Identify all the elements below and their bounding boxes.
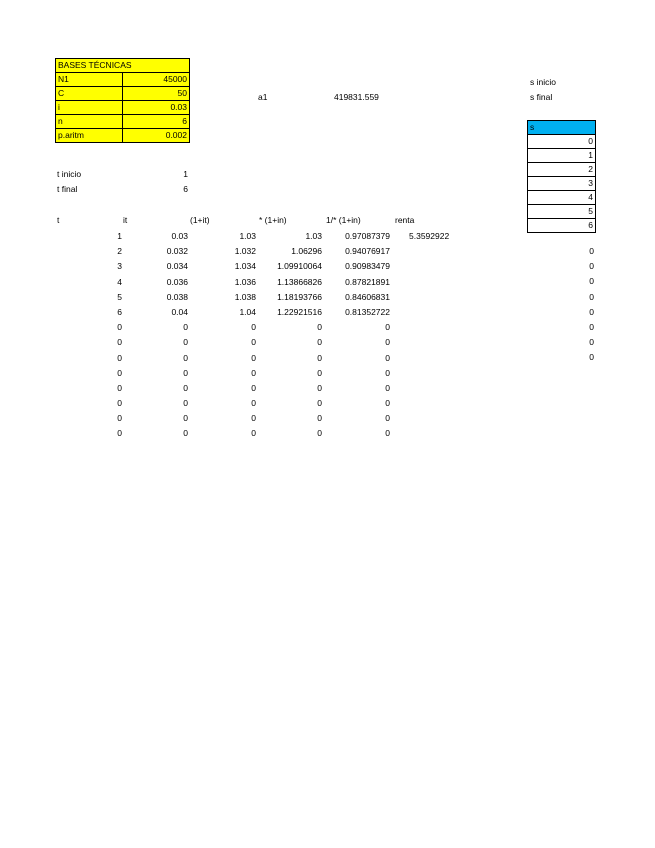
bases-value[interactable]: 45000: [123, 73, 190, 87]
it-cell[interactable]: 0.04: [171, 306, 188, 317]
it-cell[interactable]: 0.036: [166, 276, 188, 287]
header-it[interactable]: it: [123, 215, 128, 225]
header-one-plus-it[interactable]: (1+it): [190, 215, 210, 225]
it-cell[interactable]: 0.038: [166, 291, 188, 302]
it-cell[interactable]: 0.03: [171, 231, 188, 241]
product-cell[interactable]: 1.18193766: [277, 291, 322, 302]
product-cell[interactable]: 0: [317, 382, 322, 393]
it-cell[interactable]: 0: [183, 398, 188, 409]
inverse-product-cell[interactable]: 0: [385, 413, 390, 424]
header-product[interactable]: * (1+in): [259, 215, 287, 225]
s-extra-cell[interactable]: 0: [589, 337, 594, 348]
inverse-product-cell[interactable]: 0: [385, 428, 390, 439]
t-cell[interactable]: 4: [117, 276, 122, 287]
one-plus-it-cell[interactable]: 0: [251, 367, 256, 378]
s-cell[interactable]: 0: [528, 135, 596, 149]
bases-label[interactable]: n: [56, 115, 123, 129]
t-inicio-value[interactable]: 1: [183, 169, 188, 179]
t-final-value[interactable]: 6: [183, 184, 188, 194]
one-plus-it-cell[interactable]: 1.032: [234, 246, 256, 257]
t-cell[interactable]: 0: [117, 428, 122, 439]
inverse-product-cell[interactable]: 0: [385, 322, 390, 333]
a1-label[interactable]: a1: [258, 92, 268, 102]
bases-label[interactable]: i: [56, 101, 123, 115]
header-t[interactable]: t: [57, 215, 60, 225]
column-one-plus-it: [206, 229, 256, 442]
t-cell[interactable]: 0: [117, 413, 122, 424]
one-plus-it-cell[interactable]: 0: [251, 428, 256, 439]
renta-value[interactable]: 5.3592922: [409, 231, 450, 241]
s-cell[interactable]: 6: [528, 219, 596, 233]
it-cell[interactable]: 0: [183, 322, 188, 333]
product-cell[interactable]: 1.09910064: [277, 261, 322, 272]
s-cell[interactable]: 2: [528, 163, 596, 177]
product-cell[interactable]: 0: [317, 428, 322, 439]
one-plus-it-cell[interactable]: 1.03: [239, 231, 256, 241]
s-final-label[interactable]: s final: [530, 92, 553, 102]
product-cell[interactable]: 1.13866826: [277, 276, 322, 287]
product-cell[interactable]: 0: [317, 322, 322, 333]
s-extra-cell[interactable]: 0: [589, 276, 594, 287]
inverse-product-cell[interactable]: 0.87821891: [345, 276, 390, 287]
one-plus-it-cell[interactable]: 0: [251, 352, 256, 363]
it-cell[interactable]: 0: [183, 382, 188, 393]
inverse-product-cell[interactable]: 0.81352722: [345, 306, 390, 317]
bases-tecnicas-table: [55, 58, 190, 143]
s-extra-cell[interactable]: 0: [589, 352, 594, 363]
bases-value[interactable]: 6: [123, 115, 190, 129]
t-cell[interactable]: 0: [117, 322, 122, 333]
bases-label[interactable]: p.aritm: [56, 129, 123, 143]
inverse-product-cell[interactable]: 0.94076917: [345, 246, 390, 257]
bases-value[interactable]: 0.03: [123, 101, 190, 115]
header-renta[interactable]: renta: [395, 215, 415, 225]
one-plus-it-cell[interactable]: 0: [251, 322, 256, 333]
t-cell[interactable]: 0: [117, 367, 122, 378]
it-cell[interactable]: 0: [183, 352, 188, 363]
bases-label[interactable]: C: [56, 87, 123, 101]
product-cell[interactable]: 0: [317, 352, 322, 363]
s-extra-cell[interactable]: 0: [589, 261, 594, 272]
s-extra-cell[interactable]: 0: [589, 306, 594, 317]
product-cell[interactable]: 0: [317, 413, 322, 424]
s-header[interactable]: s: [528, 121, 596, 135]
inverse-product-cell[interactable]: 0: [385, 382, 390, 393]
inverse-product-cell[interactable]: 0: [385, 367, 390, 378]
s-cell[interactable]: 3: [528, 177, 596, 191]
inverse-product-cell[interactable]: 0: [385, 398, 390, 409]
inverse-product-cell[interactable]: 0: [385, 337, 390, 348]
s-extra-cell[interactable]: 0: [589, 321, 594, 332]
s-extra-column: [560, 244, 594, 366]
it-cell[interactable]: 0.032: [166, 246, 188, 257]
t-cell[interactable]: 3: [117, 261, 122, 272]
t-cell[interactable]: 5: [117, 291, 122, 302]
t-cell[interactable]: 6: [117, 306, 122, 317]
inverse-product-cell[interactable]: 0.90983479: [345, 261, 390, 272]
one-plus-it-cell[interactable]: 1.034: [234, 261, 256, 272]
inverse-product-cell[interactable]: 0.84606831: [345, 291, 390, 302]
a1-value[interactable]: 419831.559: [334, 92, 379, 102]
column-product: [262, 229, 322, 442]
one-plus-it-cell[interactable]: 1.036: [234, 276, 256, 287]
bases-title[interactable]: BASES TÉCNICAS: [56, 59, 190, 73]
column-inverse-product: [328, 229, 390, 442]
it-cell[interactable]: 0.034: [166, 261, 188, 272]
product-cell[interactable]: 0: [317, 398, 322, 409]
product-cell[interactable]: 0: [317, 367, 322, 378]
t-cell[interactable]: 0: [117, 398, 122, 409]
t-cell[interactable]: 0: [117, 352, 122, 363]
s-extra-cell[interactable]: 0: [589, 246, 594, 256]
one-plus-it-cell[interactable]: 1.038: [234, 291, 256, 302]
one-plus-it-cell[interactable]: 0: [251, 413, 256, 424]
it-cell[interactable]: 0: [183, 337, 188, 348]
t-cell[interactable]: 0: [117, 337, 122, 348]
product-cell[interactable]: 1.06296: [291, 246, 322, 257]
header-inverse-product[interactable]: 1/* (1+in): [326, 215, 361, 225]
one-plus-it-cell[interactable]: 0: [251, 382, 256, 393]
one-plus-it-cell[interactable]: 1.04: [239, 306, 256, 317]
bases-label[interactable]: N1: [56, 73, 123, 87]
s-inicio-label[interactable]: s inicio: [530, 77, 556, 87]
product-cell[interactable]: 1.03: [305, 231, 322, 241]
s-cell[interactable]: 4: [528, 191, 596, 205]
inverse-product-cell[interactable]: 0.97087379: [345, 231, 390, 241]
product-cell[interactable]: 1.22921516: [277, 306, 322, 317]
t-inicio-label[interactable]: t inicio: [57, 169, 82, 179]
s-cell[interactable]: 1: [528, 149, 596, 163]
t-cell[interactable]: 2: [117, 246, 122, 257]
column-it: [140, 229, 188, 442]
t-final-label[interactable]: t final: [57, 184, 78, 194]
one-plus-it-cell[interactable]: 0: [251, 398, 256, 409]
it-cell[interactable]: 0: [183, 367, 188, 378]
s-table: [527, 120, 596, 233]
inverse-product-cell[interactable]: 0: [385, 352, 390, 363]
it-cell[interactable]: 0: [183, 413, 188, 424]
it-cell[interactable]: 0: [183, 428, 188, 439]
one-plus-it-cell[interactable]: 0: [251, 337, 256, 348]
t-cell[interactable]: 0: [117, 382, 122, 393]
s-extra-cell[interactable]: 0: [589, 291, 594, 302]
s-cell[interactable]: 5: [528, 205, 596, 219]
bases-value[interactable]: 0.002: [123, 129, 190, 143]
product-cell[interactable]: 0: [317, 337, 322, 348]
bases-value[interactable]: 50: [123, 87, 190, 101]
column-t: [100, 229, 122, 442]
t-cell[interactable]: 1: [117, 231, 122, 241]
